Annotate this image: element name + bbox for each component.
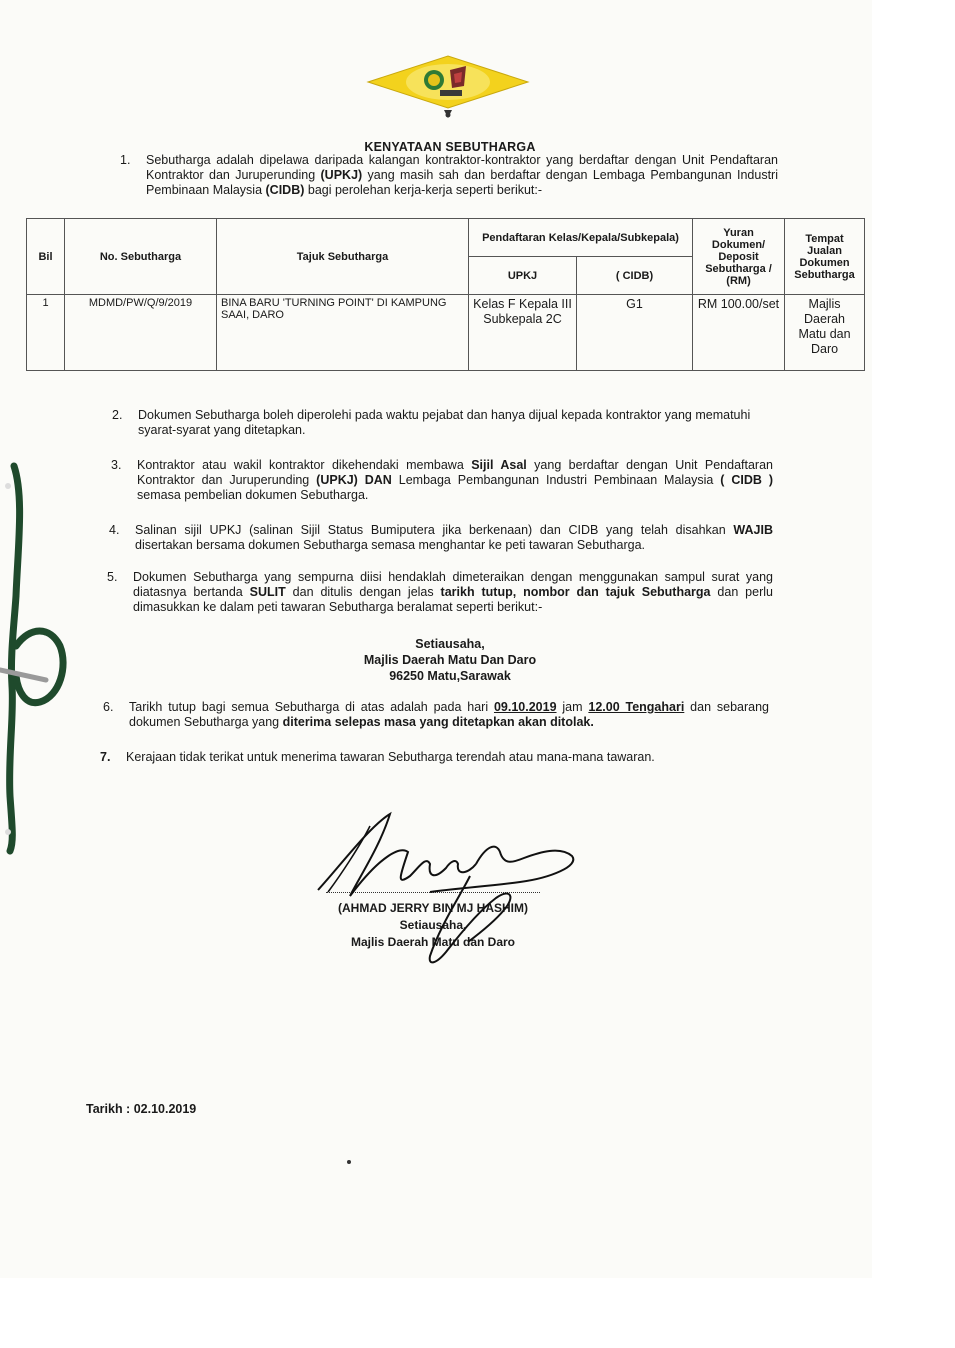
paragraph-1: 1. Sebutharga adalah dipelawa daripada kalangan kontraktor-kontraktor yang berdaftar dengan Unit Pendaftaran Kontraktor dan Juruperunding (UPKJ) yang masih sah dan berdaftar dengan Lembaga Pembangunan Industri Pembinaan Malaysia (CIDB) bagi perolehan kerja-kerja seperti berikut:- bbox=[120, 153, 778, 197]
speck-mark bbox=[347, 1160, 351, 1164]
paragraph-6: 6. Tarikh tutup bagi semua Sebutharga di atas adalah pada hari 09.10.2019 jam 12.00 Tengahari dan sebarang dokumen Sebutharga yang diterima selepas masa yang ditetapkan akan ditolak. bbox=[103, 700, 769, 729]
header-no: No. Sebutharga bbox=[65, 219, 217, 295]
return-address: Setiausaha, Majlis Daerah Matu Dan Daro 96250 Matu,Sarawak bbox=[363, 637, 537, 683]
cell-tajuk: BINA BARU 'TURNING POINT' DI KAMPUNG SAAI, DARO bbox=[217, 295, 469, 371]
header-pendaftaran: Pendaftaran Kelas/Kepala/Subkepala) bbox=[469, 219, 693, 257]
paragraph-7: 7. Kerajaan tidak terikat untuk menerima tawaran Sebutharga terendah atau mana-mana tawaran. bbox=[100, 750, 655, 764]
signatory-org: Majlis Daerah Matu dan Daro bbox=[350, 935, 516, 949]
paragraph-number: 1. bbox=[120, 153, 131, 167]
document-date: Tarikh : 02.10.2019 bbox=[86, 1102, 197, 1116]
header-cidb: ( CIDB) bbox=[577, 257, 693, 295]
table-row bbox=[27, 295, 865, 371]
handwritten-signature bbox=[300, 806, 590, 976]
cell-cidb: G1 bbox=[577, 295, 693, 371]
paragraph-5: 5. Dokumen Sebutharga yang sempurna diisi hendaklah dimeteraikan dengan menggunakan sampul surat yang diatasnya bertanda SULIT dan ditulis dengan jelas tarikh tutup, nombor dan tajuk Sebutharga dan perlu dimasukkan ke dalam peti tawaran Sebutharga beralamat seperti berikut:- bbox=[107, 570, 773, 614]
signatory-position: Setiausaha, bbox=[399, 918, 467, 932]
paragraph-2: 2. Dokumen Sebutharga boleh diperolehi pada waktu pejabat dan hanya dijual kepada kontraktor yang mematuhi syarat-syarat yang ditetapkan. bbox=[112, 408, 751, 437]
header-tempat: Tempat Jualan Dokumen Sebutharga bbox=[785, 219, 865, 295]
header-yuran: Yuran Dokumen/ Deposit Sebutharga / (RM) bbox=[693, 219, 785, 295]
tender-table bbox=[26, 218, 865, 371]
cell-no: MDMD/PW/Q/9/2019 bbox=[65, 295, 217, 371]
cell-yuran: RM 100.00/set bbox=[693, 295, 785, 371]
council-logo bbox=[362, 52, 534, 124]
cell-tempat: Majlis Daerah Matu dan Daro bbox=[785, 295, 865, 371]
paragraph-4: 4. Salinan sijil UPKJ (salinan Sijil Status Bumiputera jika berkenaan) dan CIDB yang telah disahkan WAJIB disertakan bersama dokumen Sebutharga semasa menghantar ke peti tawaran Sebutharga. bbox=[109, 523, 773, 552]
signatory-name: (AHMAD JERRY BIN MJ HASHIM) bbox=[337, 901, 528, 915]
header-upkj: UPKJ bbox=[469, 257, 577, 295]
document-title: KENYATAAN SEBUTHARGA bbox=[364, 140, 536, 154]
header-tajuk: Tajuk Sebutharga bbox=[217, 219, 469, 295]
paragraph-3: 3. Kontraktor atau wakil kontraktor dikehendaki membawa Sijil Asal yang berdaftar dengan Unit Pendaftaran Kontraktor dan Juruperunding (UPKJ) DAN Lembaga Pembangunan Industri Pembinaan Malaysia ( CIDB ) semasa pembelian dokumen Sebutharga. bbox=[111, 458, 773, 502]
cell-upkj: Kelas F Kepala III Subkepala 2C bbox=[469, 295, 577, 371]
cell-bil: 1 bbox=[27, 295, 65, 371]
header-bil: Bil bbox=[27, 219, 65, 295]
binding-string bbox=[0, 456, 80, 856]
